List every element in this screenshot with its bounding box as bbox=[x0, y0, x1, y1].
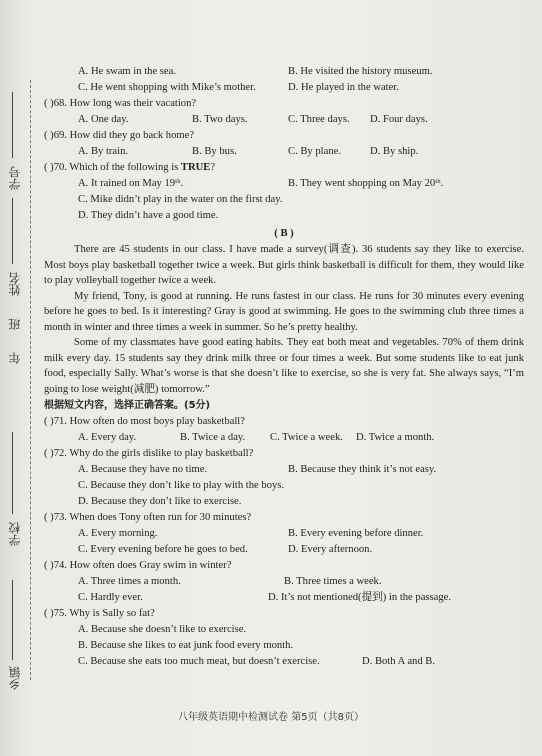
q73-option-b: B. Every evening before dinner. bbox=[288, 528, 424, 539]
q71-option-d: D. Twice a month. bbox=[356, 432, 435, 443]
q73-options-row1 bbox=[44, 526, 524, 542]
q67-options-row2 bbox=[44, 80, 524, 96]
side-blank-xingming bbox=[12, 198, 13, 264]
passage-paragraph-1: There are 45 students in our class. I have made a survey(调查). 36 students say they like to exercise. Most boys play basketball together twice a week. But girls think basketball is difficult for them, they would like to play volleyball together twice a week. bbox=[44, 244, 524, 286]
q74-option-b: B. Three times a week. bbox=[284, 576, 382, 587]
q69-option-a: A. By train. bbox=[78, 146, 129, 157]
q73-option-a: A. Every morning. bbox=[78, 528, 158, 539]
q70-question-text: ( )70. Which of the following is bbox=[44, 162, 181, 173]
q71-option-c: C. Twice a week. bbox=[270, 432, 343, 443]
q67-options-row1 bbox=[44, 64, 524, 80]
q70-option-c: C. Mike didn’t play in the water on the first day. bbox=[78, 194, 283, 205]
q72-option-d: D. Because they don’t like to exercise. bbox=[78, 496, 242, 507]
q74-options-row2 bbox=[44, 590, 524, 606]
q75-option-a: A. Because she doesn’t like to exercise. bbox=[78, 624, 247, 635]
q69-option-d: D. By ship. bbox=[370, 146, 419, 157]
q74-question: ( )74. How often does Gray swim in winter? bbox=[44, 560, 232, 571]
q75-option-b: B. Because she likes to eat junk food every month. bbox=[78, 640, 294, 651]
q68-options bbox=[44, 112, 524, 128]
q74-option-a: A. Three times a month. bbox=[78, 576, 181, 587]
side-label-xiangzhen: 乡镇 bbox=[8, 666, 22, 690]
q67-option-c: C. He went shopping with Mike’s mother. bbox=[78, 82, 256, 93]
side-label-xingming: 姓名 bbox=[8, 272, 22, 296]
q71-option-b: B. Twice a day. bbox=[180, 432, 246, 443]
section-instruction: 根据短文内容，选择正确答案。(5分) bbox=[44, 400, 211, 411]
side-blank-xiangzhen bbox=[12, 580, 13, 660]
q67-option-b: B. He visited the history museum. bbox=[288, 66, 433, 77]
binding-line bbox=[30, 80, 31, 680]
page-footer: 八年级英语期中检测试卷 第5页（共8页） bbox=[178, 712, 364, 723]
q72-option-c: C. Because they don’t like to play with the boys. bbox=[78, 480, 285, 491]
q67-option-a: A. He swam in the sea. bbox=[78, 66, 176, 77]
q69-option-b: B. By bus. bbox=[192, 146, 237, 157]
q70-question bbox=[44, 160, 524, 176]
q69-question: ( )69. How did they go back home? bbox=[44, 130, 195, 141]
q72-option-b: B. Because they think it’s not easy. bbox=[288, 464, 437, 475]
q73-option-d: D. Every afternoon. bbox=[288, 544, 373, 555]
q71-question: ( )71. How often do most boys play basketball? bbox=[44, 416, 245, 427]
q68-option-c: C. Three days. bbox=[288, 114, 350, 125]
q75-option-c: C. Because she eats too much meat, but doesn’t exercise. bbox=[78, 656, 320, 667]
side-blank-xuexiao bbox=[12, 432, 13, 514]
q73-question: ( )73. When does Tony often run for 30 minutes? bbox=[44, 512, 252, 523]
q70-question-end: ? bbox=[210, 162, 216, 173]
q74-options-row1 bbox=[44, 574, 524, 590]
q70-option-d: D. They didn’t have a good time. bbox=[78, 210, 219, 221]
q68-option-b: B. Two days. bbox=[192, 114, 248, 125]
q72-option-a: A. Because they have no time. bbox=[78, 464, 208, 475]
q75-option-d: D. Both A and B. bbox=[362, 656, 435, 667]
q67-option-d: D. He played in the water. bbox=[288, 82, 399, 93]
q72-options-row1 bbox=[44, 462, 524, 478]
q74-option-d: D. It’s not mentioned(提到) in the passage. bbox=[268, 592, 452, 603]
q68-option-d: D. Four days. bbox=[370, 114, 428, 125]
q71-options bbox=[44, 430, 524, 446]
side-blank-xuehao bbox=[12, 92, 13, 158]
q68-question: ( )68. How long was their vacation? bbox=[44, 98, 197, 109]
exam-content bbox=[44, 64, 524, 670]
q69-option-c: C. By plane. bbox=[288, 146, 341, 157]
q74-option-c: C. Hardly ever. bbox=[78, 592, 143, 603]
q70-option-b: B. They went shopping on May 20ᵗʰ. bbox=[288, 178, 444, 189]
side-label-nian: 年 bbox=[8, 352, 22, 364]
q71-option-a: A. Every day. bbox=[78, 432, 137, 443]
q69-options bbox=[44, 144, 524, 160]
passage-paragraph-2: My friend, Tony, is good at running. He runs fastest in our class. He runs for 30 minutes every evening before he goes to bed. Is it interesting? Gray is good at swimming. He goes to the swimming club three times a month in winter and three times a week in summer. So he’s pretty healthy. bbox=[44, 290, 524, 333]
q70-options-row1 bbox=[44, 176, 524, 192]
side-label-xuexiao: 学校 bbox=[8, 522, 22, 546]
q73-option-c: C. Every evening before he goes to bed. bbox=[78, 544, 248, 555]
q73-options-row2 bbox=[44, 542, 524, 558]
q70-question-emphasis: TRUE bbox=[180, 162, 211, 173]
section-b-heading: ( B ) bbox=[274, 228, 294, 239]
side-label-ban: 班 bbox=[8, 318, 22, 330]
side-label-xuehao: 学号 bbox=[8, 166, 22, 190]
passage-paragraph-3: Some of my classmates have good eating habits. They eat both meat and vegetables. 70% of them drink milk every day. 15 students say they drink milk three or four times a week. But some students like to eat junk food, especially Sally. What’s worse is that she doesn’t like to exercise, so she is very fat. She always says, “I’m going to lose weight(减肥) tomorrow.” bbox=[44, 337, 524, 395]
q70-option-a: A. It rained on May 19ᵗʰ. bbox=[78, 178, 184, 189]
q72-question: ( )72. Why do the girls dislike to play basketball? bbox=[44, 448, 254, 459]
q75-question: ( )75. Why is Sally so fat? bbox=[44, 608, 155, 619]
q75-options-row3 bbox=[44, 654, 524, 670]
q68-option-a: A. One day. bbox=[78, 114, 129, 125]
